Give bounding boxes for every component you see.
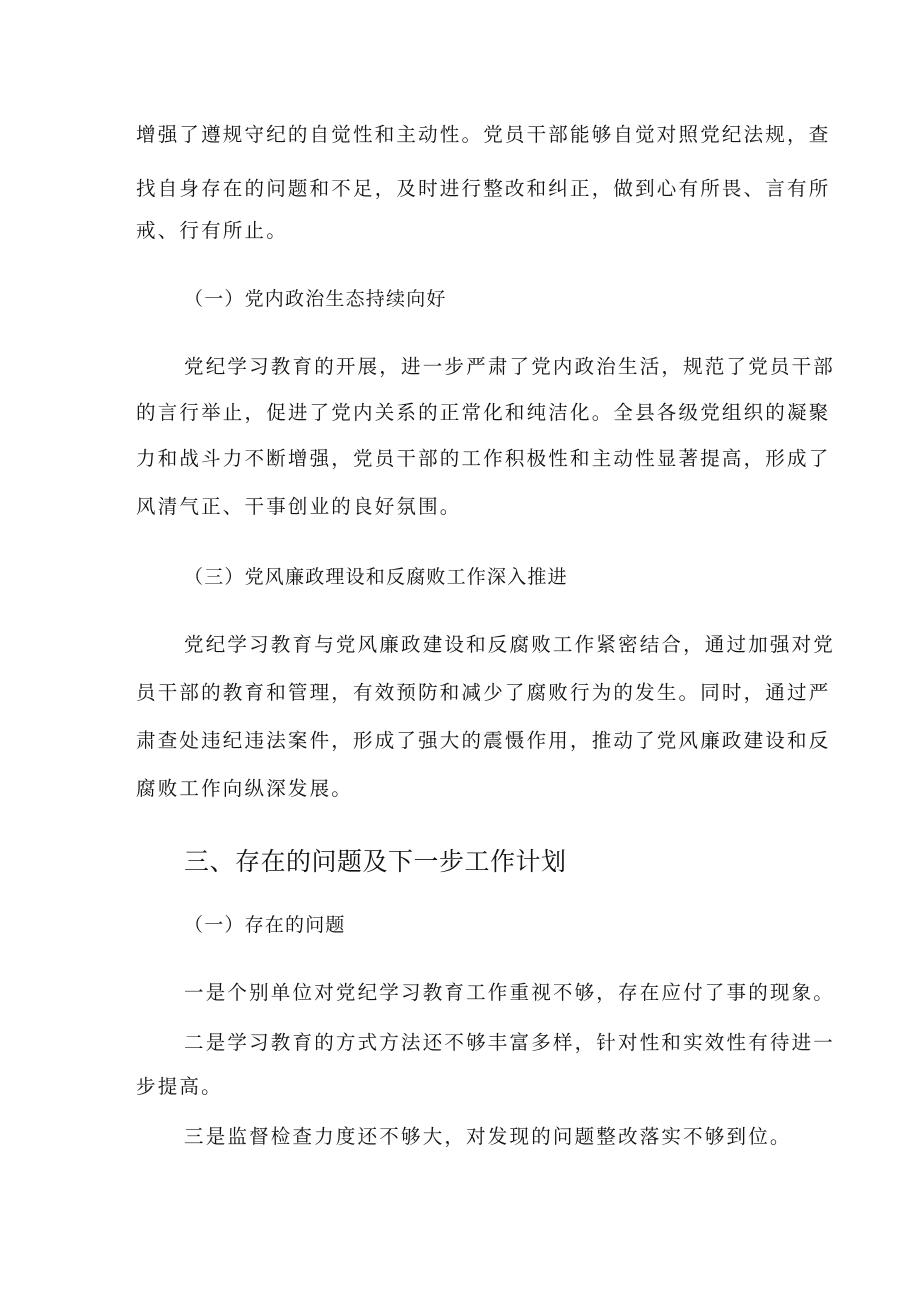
text-line: 一是个别单位对党纪学习教育工作重视不够，存在应付了事的现象。 [184, 981, 836, 1004]
text-line: 腐败工作向纵深发展。 [136, 777, 354, 800]
text-line: 肃查处违纪违法案件，形成了强大的震慑作用，推动了党风廉政建设和反 [136, 729, 831, 752]
text-line: 二是学习教育的方式方法还不够丰富多样，针对性和实效性有待进一 [184, 1031, 836, 1054]
text-line: 党纪学习教育与党风廉政建设和反腐败工作紧密结合，通过加强对党 [184, 633, 836, 656]
text-line: 风清气正、干事创业的良好氛围。 [136, 495, 462, 518]
subheading-anticorruption: （三）党风廉政理设和反腐败工作深入推进 [184, 566, 568, 588]
text-line: 步提高。 [136, 1075, 223, 1098]
subheading-political-ecology: （一）党内政治生态持续向好 [184, 288, 447, 310]
text-line: 戒、行有所止。 [136, 219, 288, 242]
text-line: 员干部的教育和管理，有效预防和减少了腐败行为的发生。同时，通过严 [136, 681, 831, 704]
text-line: 找自身存在的问题和不足，及时进行整改和纠正，做到心有所畏、言有所 [136, 177, 831, 200]
text-line: 党纪学习教育的开展，进一步严肃了党内政治生活，规范了党员干部 [184, 355, 836, 378]
subheading-problems: （一）存在的问题 [184, 914, 346, 936]
text-line: 增强了遵规守纪的自觉性和主动性。党员干部能够自觉对照党纪法规，查 [136, 123, 831, 146]
text-line: 的言行举止，促进了党内关系的正常化和纯洁化。全县各级党组织的凝聚 [136, 401, 831, 424]
text-line: 力和战斗力不断增强，党员干部的工作积极性和主动性显著提高，形成了 [136, 447, 831, 470]
section-heading: 三、存在的问题及下一步工作计划 [184, 847, 567, 876]
text-line: 三是监督检查力度还不够大，对发现的问题整改落实不够到位。 [184, 1125, 792, 1148]
